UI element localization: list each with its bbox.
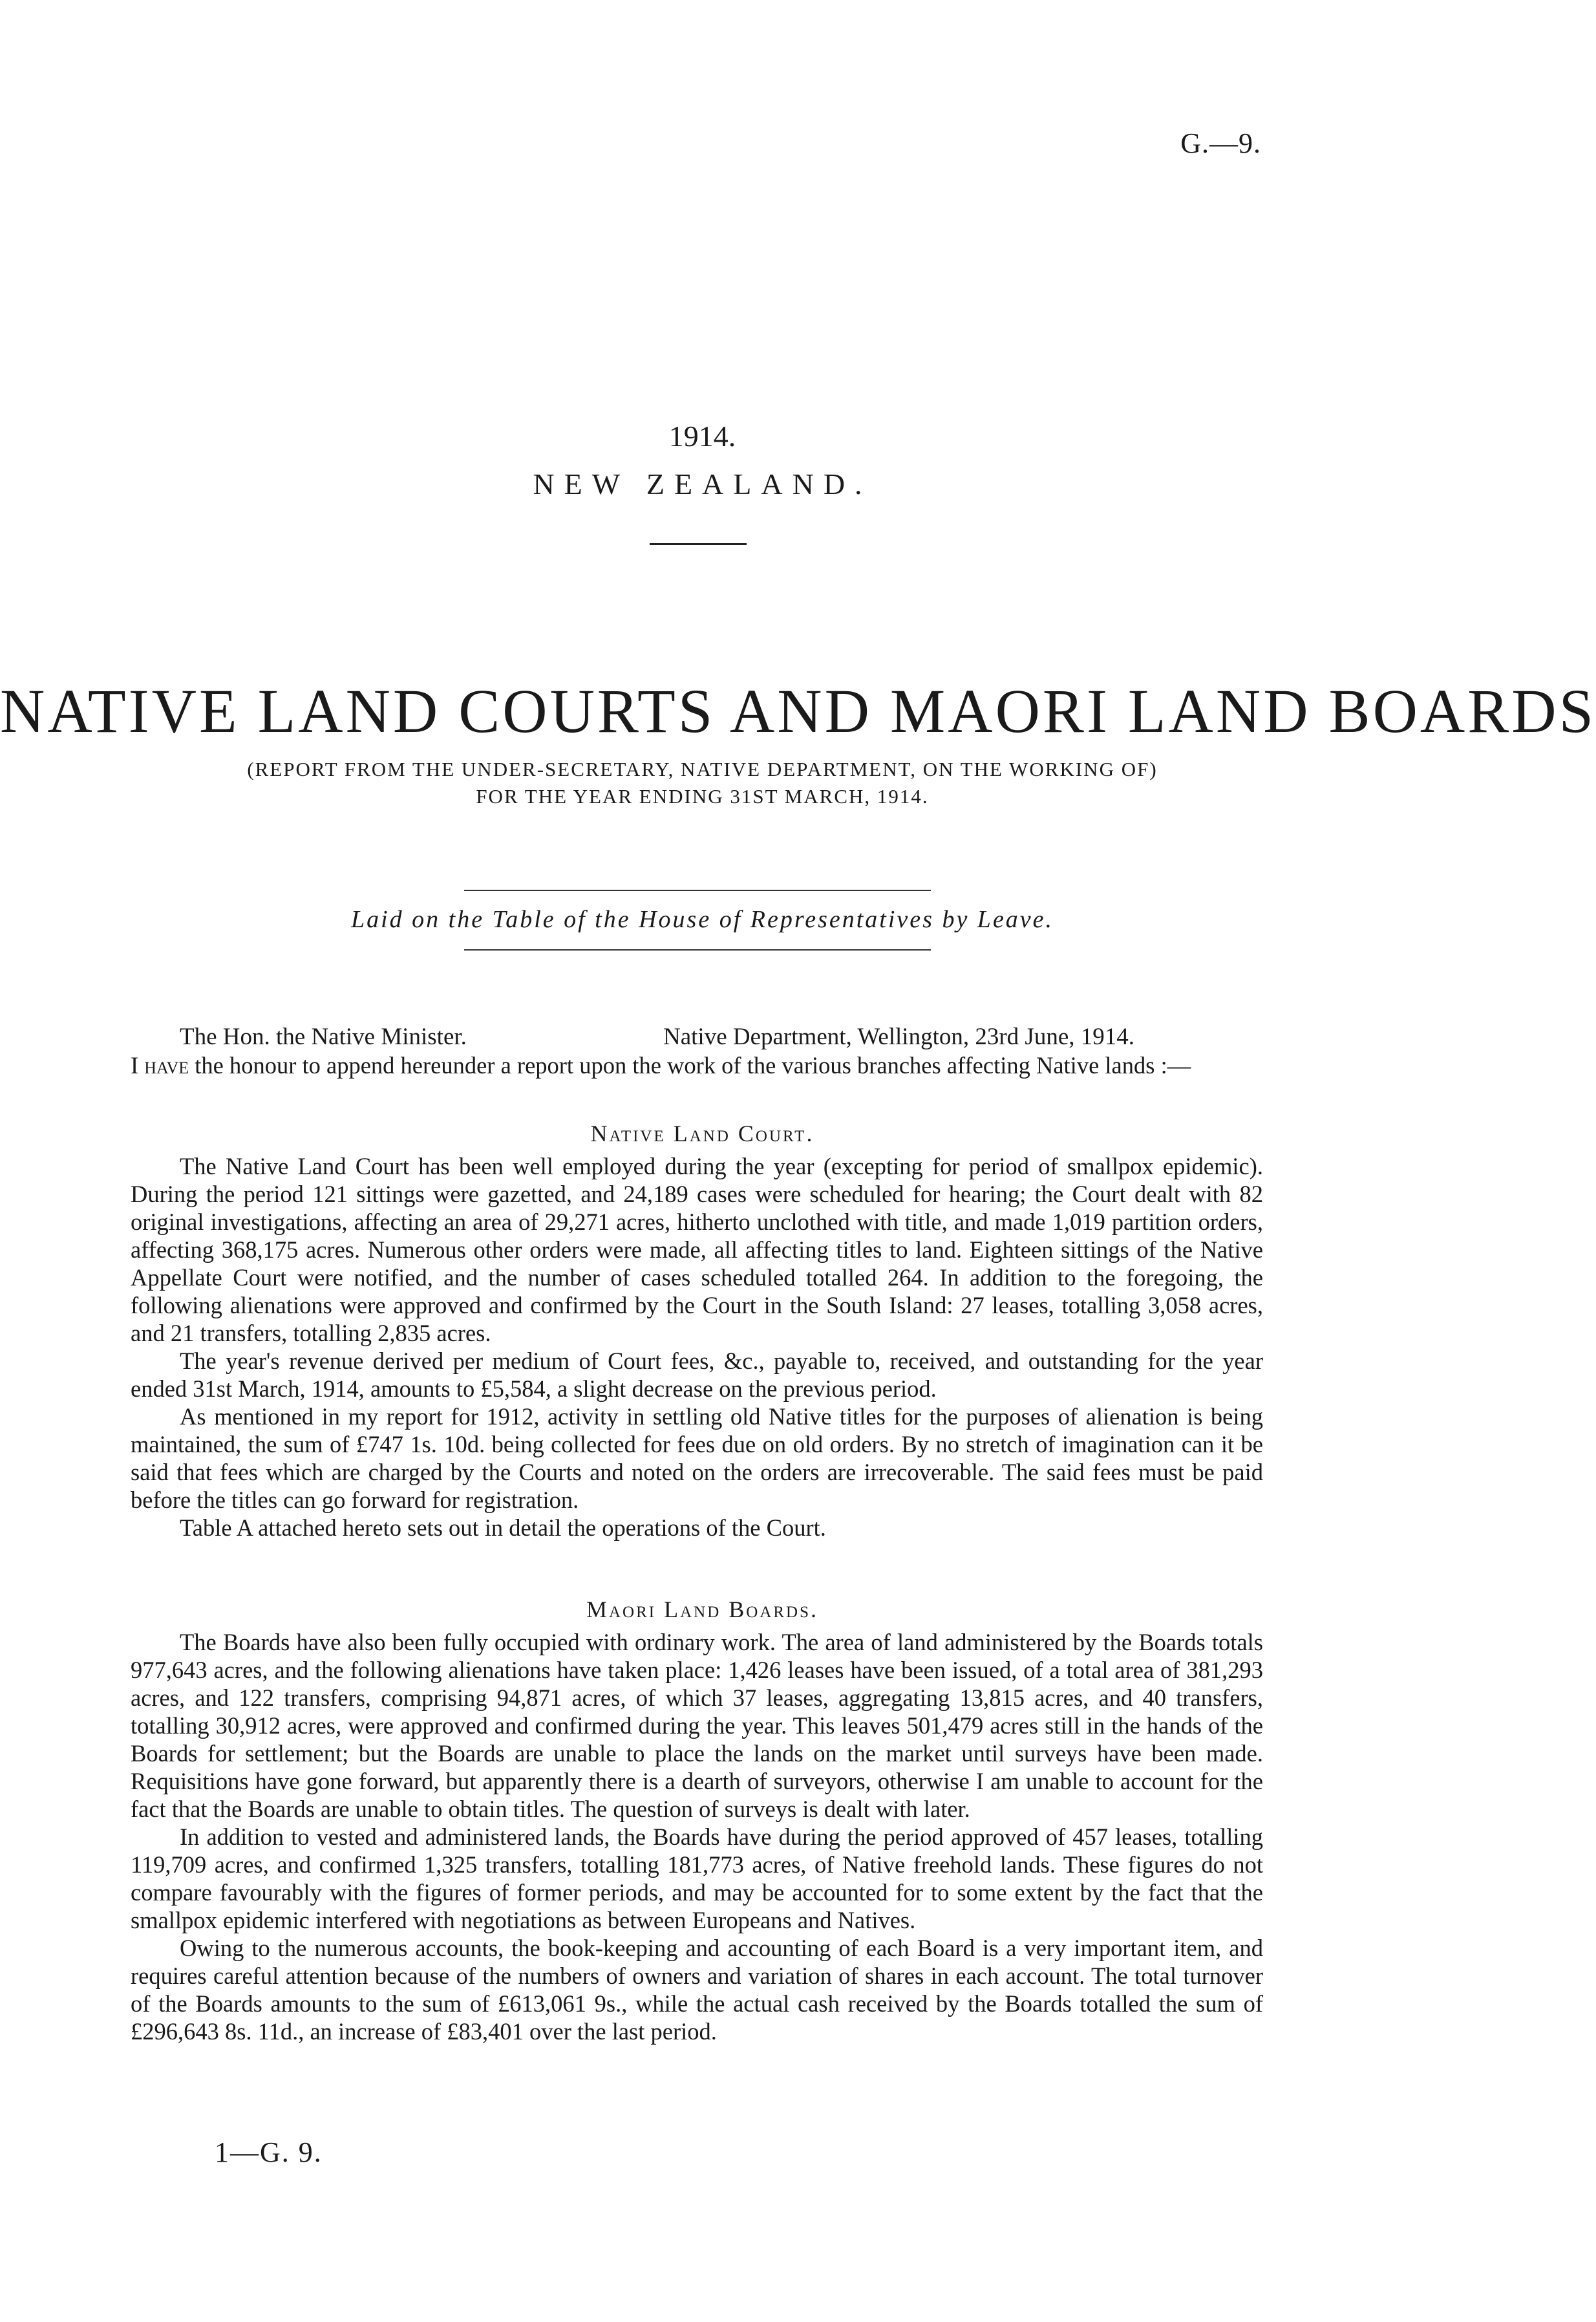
paragraph: The Native Land Court has been well employed during the year (excepting for period of smallpox epidemic). During the period 121 sittings were gazetted, and 24,189 cases were scheduled for hearing; the Court dealt with 82 original investigations, affecting an area of 29,271 acres, hitherto unclothed with title, and made 1,019 partition orders, affecting 368,175 acres. Numerous other orders were made, all affecting titles to land. Eighteen sittings of the Native Appellate Court were notified, and the number of cases scheduled totalled 264. In addition to the foregoing, the following alienations were approved and confirmed by the Court in the South Island: 27 leases, totalling 3,058 acres, and 21 transfers, totalling 2,835 acres. (131, 1153, 1263, 1346)
paper-reference: G.—9. (1180, 127, 1261, 159)
opening-text: the honour to append hereunder a report upon the work of the various branches affecting Native lands :— (189, 1052, 1191, 1079)
lower-divider (464, 949, 931, 951)
section-native-land-court (131, 1152, 1263, 1542)
opening-smallcaps: I have (131, 1052, 189, 1079)
section-heading-native-land-court: Native Land Court. (590, 1121, 814, 1146)
sender-place-date: Native Department, Wellington, 23rd June, 1914. (663, 1024, 1134, 1050)
report-year: 1914. (668, 420, 736, 453)
opening-paragraph (131, 1051, 1263, 1079)
section-maori-land-boards (131, 1628, 1263, 2045)
document-subtitle-line2: FOR THE YEAR ENDING 31ST MARCH, 1914. (476, 785, 929, 808)
paragraph: The Boards have also been fully occupied with ordinary work. The area of land administered by the Boards totals 977,643 acres, and the following alienations have taken place: 1,426 leases have been issued, of a total area of 381,293 acres, and 122 transfers, comprising 94,871 acres, of which 37 leases, aggregating 13,815 acres, and 40 transfers, totalling 30,912 acres, were approved and confirmed during the year. This leaves 501,479 acres still in the hands of the Boards for settlement; but the Boards are unable to place the lands on the market until surveys have been made. Requisitions have gone forward, but apparently there is a dearth of surveyors, otherwise I am unable to account for the fact that the Boards are unable to obtain titles. The question of surveys is dealt with later. (131, 1629, 1263, 1822)
title-divider (650, 543, 747, 545)
paragraph: The year's revenue derived per medium of Court fees, &c., payable to, received, and outstanding for the year ended 31st March, 1914, amounts to £5,584, a slight decrease on the previous period. (131, 1348, 1263, 1402)
section-heading-maori-land-boards: Maori Land Boards. (586, 1596, 819, 1622)
page-signature-reference: 1—G. 9. (215, 2136, 323, 2168)
addressee: The Hon. the Native Minister. (180, 1024, 467, 1050)
paragraph: Table A attached hereto sets out in detail the operations of the Court. (180, 1514, 826, 1541)
upper-divider (464, 890, 931, 891)
country-heading: NEW ZEALAND. (533, 468, 872, 500)
paragraph: As mentioned in my report for 1912, activity in settling old Native titles for the purposes of alienation is being maintained, the sum of £747 1s. 10d. being collected for fees due on old orders. By no stretch of imagination can it be said that fees which are charged by the Courts and noted on the orders are irrecoverable. The said fees must be paid before the titles can go forward for registration. (131, 1403, 1263, 1513)
paragraph: Owing to the numerous accounts, the book-keeping and accounting of each Board is a very important item, and requires careful attention because of the numbers of owners and variation of shares in each account. The total turnover of the Boards amounts to the sum of £613,061 9s., while the actual cash received by the Boards totalled the sum of £296,643 8s. 11d., an increase of £83,401 over the last period. (131, 1935, 1263, 2045)
laid-on-table-note: Laid on the Table of the House of Representatives by Leave. (350, 906, 1054, 933)
document-subtitle-line1: (REPORT FROM THE UNDER-SECRETARY, NATIVE DEPARTMENT, ON THE WORKING OF) (247, 758, 1158, 780)
paragraph: In addition to vested and administered lands, the Boards have during the period approved of 457 leases, totalling 119,709 acres, and confirmed 1,325 transfers, totalling 181,773 acres, of Native freehold lands. These figures do not compare favourably with the figures of former periods, and may be accounted for to some extent by the fact that the smallpox epidemic interfered with negotiations as between Europeans and Natives. (131, 1823, 1263, 1933)
document-title: NATIVE LAND COURTS AND MAORI LAND BOARDS (0, 676, 1596, 746)
